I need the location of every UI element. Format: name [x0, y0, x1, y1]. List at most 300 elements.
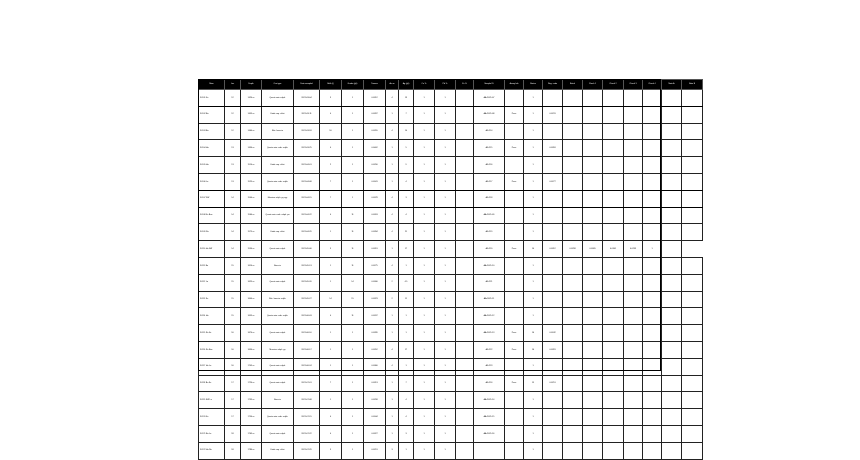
- table-cell[interactable]: [624, 341, 643, 358]
- table-cell[interactable]: 2021-03-25: [294, 140, 320, 157]
- table-cell[interactable]: 3: [320, 241, 342, 258]
- table-cell[interactable]: 2021-06-17: [294, 341, 320, 358]
- table-cell[interactable]: 0.0301: [603, 241, 624, 258]
- table-cell[interactable]: R-120 Kx: [199, 409, 225, 426]
- table-row[interactable]: [199, 341, 703, 358]
- table-cell[interactable]: 2021-05-27: [294, 291, 320, 308]
- table-cell[interactable]: 0.0251: [543, 375, 563, 392]
- table-cell[interactable]: [563, 409, 583, 426]
- table-cell[interactable]: [662, 140, 682, 157]
- table-cell[interactable]: 0.0323: [364, 291, 386, 308]
- table-cell[interactable]: [583, 140, 603, 157]
- table-cell[interactable]: 1: [524, 274, 543, 291]
- table-cell[interactable]: AS-220: [474, 241, 505, 258]
- table-cell[interactable]: [682, 425, 703, 442]
- table-cell[interactable]: [643, 409, 662, 426]
- table-cell[interactable]: 1: [435, 325, 456, 342]
- table-cell[interactable]: 1: [435, 90, 456, 107]
- table-cell[interactable]: [456, 358, 474, 375]
- table-cell[interactable]: Quartz vein carb. sulph. po: [262, 207, 294, 224]
- table-cell[interactable]: [643, 173, 662, 190]
- column-header[interactable]: Note B: [682, 80, 703, 90]
- table-cell[interactable]: 1: [414, 106, 435, 123]
- table-cell[interactable]: [643, 106, 662, 123]
- table-cell[interactable]: 18: [225, 442, 241, 459]
- table-cell[interactable]: 1: [342, 90, 364, 107]
- table-cell[interactable]: Quartz vein sulph.: [262, 358, 294, 375]
- table-cell[interactable]: R-115 Ra Kx: [199, 325, 225, 342]
- table-cell[interactable]: [682, 224, 703, 241]
- table-cell[interactable]: 1: [399, 358, 414, 375]
- table-cell[interactable]: 0: [320, 106, 342, 123]
- table-cell[interactable]: Silic. breccia: [262, 123, 294, 140]
- table-cell[interactable]: 1655 m: [241, 308, 262, 325]
- table-cell[interactable]: 0.0296: [364, 157, 386, 174]
- table-cell[interactable]: 2: [386, 291, 399, 308]
- table-cell[interactable]: [624, 358, 643, 375]
- table-cell[interactable]: 1: [342, 106, 364, 123]
- table-cell[interactable]: 1: [414, 375, 435, 392]
- table-cell[interactable]: [662, 325, 682, 342]
- column-header[interactable]: Pb %: [435, 80, 456, 90]
- table-cell[interactable]: 0.0391: [364, 241, 386, 258]
- table-cell[interactable]: 0.0366: [364, 358, 386, 375]
- table-cell[interactable]: [643, 358, 662, 375]
- column-header[interactable]: Date sampled: [294, 80, 320, 90]
- table-cell[interactable]: 1: [414, 392, 435, 409]
- table-cell[interactable]: [543, 123, 563, 140]
- table-cell[interactable]: 4: [320, 425, 342, 442]
- table-row[interactable]: [199, 425, 703, 442]
- table-cell[interactable]: [662, 375, 682, 392]
- table-cell[interactable]: [583, 375, 603, 392]
- table-cell[interactable]: R-103 Ba: [199, 123, 225, 140]
- table-cell[interactable]: [505, 274, 524, 291]
- table-cell[interactable]: AA-2021-07: [474, 90, 505, 107]
- table-cell[interactable]: 0.0263: [364, 207, 386, 224]
- table-cell[interactable]: [624, 157, 643, 174]
- table-cell[interactable]: 3: [386, 442, 399, 459]
- table-cell[interactable]: 11: [342, 257, 364, 274]
- table-cell[interactable]: 0.0242: [543, 325, 563, 342]
- table-cell[interactable]: 3: [399, 190, 414, 207]
- table-cell[interactable]: 1: [524, 409, 543, 426]
- table-cell[interactable]: 1: [414, 207, 435, 224]
- table-cell[interactable]: [505, 157, 524, 174]
- table-cell[interactable]: 1: [414, 308, 435, 325]
- table-cell[interactable]: AS-223: [474, 358, 505, 375]
- table-cell[interactable]: [603, 392, 624, 409]
- table-cell[interactable]: Pass: [505, 341, 524, 358]
- table-cell[interactable]: 1: [414, 190, 435, 207]
- table-cell[interactable]: [543, 409, 563, 426]
- table-cell[interactable]: 1: [342, 442, 364, 459]
- table-cell[interactable]: 2021-07-15: [294, 409, 320, 426]
- table-cell[interactable]: 15: [342, 291, 364, 308]
- column-header[interactable]: Reg. code: [543, 80, 563, 90]
- table-cell[interactable]: [643, 425, 662, 442]
- table-cell[interactable]: Silic. breccia sulph.: [262, 291, 294, 308]
- table-cell[interactable]: 1: [414, 409, 435, 426]
- table-cell[interactable]: 1: [414, 173, 435, 190]
- table-cell[interactable]: [563, 90, 583, 107]
- table-cell[interactable]: [682, 409, 703, 426]
- table-cell[interactable]: 2021-06-24: [294, 358, 320, 375]
- table-cell[interactable]: [682, 341, 703, 358]
- table-cell[interactable]: 16: [320, 123, 342, 140]
- table-cell[interactable]: R-122 Ha Ra: [199, 442, 225, 459]
- table-cell[interactable]: [662, 358, 682, 375]
- table-cell[interactable]: 1: [386, 325, 399, 342]
- table-cell[interactable]: 1: [386, 140, 399, 157]
- table-cell[interactable]: 1: [435, 173, 456, 190]
- table-cell[interactable]: 2021-04-29: [294, 224, 320, 241]
- table-cell[interactable]: [682, 173, 703, 190]
- table-cell[interactable]: [682, 140, 703, 157]
- table-cell[interactable]: [624, 325, 643, 342]
- table-cell[interactable]: 1: [399, 257, 414, 274]
- table-cell[interactable]: 1: [386, 308, 399, 325]
- table-cell[interactable]: [563, 224, 583, 241]
- table-cell[interactable]: 0.0231: [543, 106, 563, 123]
- table-cell[interactable]: 2021-05-06: [294, 241, 320, 258]
- table-cell[interactable]: 0.0341: [364, 173, 386, 190]
- table-cell[interactable]: [543, 358, 563, 375]
- table-cell[interactable]: 1: [414, 257, 435, 274]
- table-cell[interactable]: [563, 341, 583, 358]
- table-cell[interactable]: 1: [320, 358, 342, 375]
- table-cell[interactable]: 18: [225, 425, 241, 442]
- table-cell[interactable]: 0.0298: [563, 241, 583, 258]
- column-header[interactable]: Au oz: [386, 80, 399, 90]
- table-cell[interactable]: 2021-03-04: [294, 90, 320, 107]
- table-cell[interactable]: 2021-07-08: [294, 392, 320, 409]
- table-cell[interactable]: [662, 106, 682, 123]
- table-cell[interactable]: 1: [386, 106, 399, 123]
- table-cell[interactable]: [624, 274, 643, 291]
- table-cell[interactable]: [505, 90, 524, 107]
- table-cell[interactable]: 1: [435, 106, 456, 123]
- table-cell[interactable]: [662, 241, 682, 258]
- table-cell[interactable]: [543, 257, 563, 274]
- table-cell[interactable]: 14: [225, 241, 241, 258]
- table-cell[interactable]: [563, 291, 583, 308]
- table-cell[interactable]: [583, 325, 603, 342]
- table-cell[interactable]: 1: [414, 90, 435, 107]
- table-cell[interactable]: [563, 425, 583, 442]
- table-cell[interactable]: 1: [386, 409, 399, 426]
- table-cell[interactable]: [583, 106, 603, 123]
- table-cell[interactable]: [603, 358, 624, 375]
- table-cell[interactable]: [603, 90, 624, 107]
- table-cell[interactable]: [682, 123, 703, 140]
- table-cell[interactable]: 0.0318: [543, 140, 563, 157]
- table-cell[interactable]: 1: [435, 274, 456, 291]
- table-cell[interactable]: [662, 392, 682, 409]
- column-header[interactable]: Grade (g/t): [342, 80, 364, 90]
- table-cell[interactable]: [603, 274, 624, 291]
- table-cell[interactable]: 7: [399, 375, 414, 392]
- table-cell[interactable]: 0.0402: [364, 140, 386, 157]
- table-cell[interactable]: 1: [524, 442, 543, 459]
- table-cell[interactable]: 1: [524, 140, 543, 157]
- table-cell[interactable]: [662, 123, 682, 140]
- table-cell[interactable]: 1: [414, 291, 435, 308]
- table-cell[interactable]: AA-2021-12: [474, 308, 505, 325]
- table-cell[interactable]: [583, 257, 603, 274]
- table-cell[interactable]: [456, 325, 474, 342]
- table-cell[interactable]: [624, 442, 643, 459]
- table-cell[interactable]: [456, 173, 474, 190]
- table-cell[interactable]: AA-2021-16: [474, 425, 505, 442]
- table-cell[interactable]: [583, 442, 603, 459]
- table-cell[interactable]: 1625 m: [241, 274, 262, 291]
- table-cell[interactable]: 1: [342, 325, 364, 342]
- table-cell[interactable]: 1: [435, 241, 456, 258]
- table-cell[interactable]: 17: [225, 375, 241, 392]
- column-header[interactable]: Tonnes: [364, 80, 386, 90]
- table-cell[interactable]: R-101 Kx: [199, 90, 225, 107]
- table-row[interactable]: [199, 90, 703, 107]
- table-cell[interactable]: 9: [399, 157, 414, 174]
- table-cell[interactable]: 1: [435, 224, 456, 241]
- table-cell[interactable]: 1: [524, 173, 543, 190]
- table-cell[interactable]: 1: [435, 157, 456, 174]
- table-cell[interactable]: [563, 358, 583, 375]
- table-cell[interactable]: [662, 442, 682, 459]
- table-cell[interactable]: [583, 274, 603, 291]
- table-cell[interactable]: [662, 341, 682, 358]
- table-cell[interactable]: 1: [435, 409, 456, 426]
- table-cell[interactable]: 1: [342, 190, 364, 207]
- column-header[interactable]: Cu %: [414, 80, 435, 90]
- table-cell[interactable]: 1: [342, 173, 364, 190]
- column-header[interactable]: Status: [524, 80, 543, 90]
- table-cell[interactable]: Oxide cap. siltst.: [262, 106, 294, 123]
- table-cell[interactable]: 4: [399, 409, 414, 426]
- table-cell[interactable]: [662, 173, 682, 190]
- table-cell[interactable]: [456, 409, 474, 426]
- table-cell[interactable]: [624, 425, 643, 442]
- table-cell[interactable]: 1: [342, 157, 364, 174]
- table-cell[interactable]: 1: [399, 442, 414, 459]
- table-cell[interactable]: Quartz vein carb. sulph.: [262, 140, 294, 157]
- table-cell[interactable]: [563, 274, 583, 291]
- table-cell[interactable]: 1: [414, 325, 435, 342]
- table-cell[interactable]: 2021-05-20: [294, 274, 320, 291]
- table-cell[interactable]: [603, 106, 624, 123]
- table-cell[interactable]: AA-2021-14: [474, 392, 505, 409]
- table-cell[interactable]: 1: [435, 291, 456, 308]
- table-cell[interactable]: [682, 325, 703, 342]
- table-cell[interactable]: [624, 106, 643, 123]
- table-cell[interactable]: 11: [342, 207, 364, 224]
- table-cell[interactable]: 15: [225, 274, 241, 291]
- table-cell[interactable]: 7: [320, 173, 342, 190]
- table-cell[interactable]: 11: [342, 224, 364, 241]
- table-cell[interactable]: [624, 308, 643, 325]
- table-row[interactable]: [199, 274, 703, 291]
- table-cell[interactable]: 1575 m: [241, 224, 262, 241]
- table-cell[interactable]: [643, 442, 662, 459]
- column-header[interactable]: Check 3: [624, 80, 643, 90]
- table-cell[interactable]: [662, 409, 682, 426]
- table-cell[interactable]: 1: [414, 274, 435, 291]
- table-cell[interactable]: [643, 224, 662, 241]
- table-cell[interactable]: AS-224: [474, 375, 505, 392]
- table-cell[interactable]: [456, 224, 474, 241]
- table-cell[interactable]: R-111 Ba: [199, 257, 225, 274]
- table-row[interactable]: [199, 257, 703, 274]
- table-cell[interactable]: Pass: [505, 325, 524, 342]
- table-cell[interactable]: [456, 140, 474, 157]
- table-cell[interactable]: [643, 190, 662, 207]
- table-cell[interactable]: 0.0289: [364, 325, 386, 342]
- table-cell[interactable]: 4: [320, 308, 342, 325]
- table-cell[interactable]: 16: [225, 325, 241, 342]
- table-cell[interactable]: 2021-04-01: [294, 157, 320, 174]
- table-cell[interactable]: [456, 291, 474, 308]
- table-cell[interactable]: [643, 257, 662, 274]
- table-cell[interactable]: 1: [643, 241, 662, 258]
- table-cell[interactable]: 1670 m: [241, 325, 262, 342]
- table-cell[interactable]: 7: [320, 375, 342, 392]
- table-cell[interactable]: 1: [320, 325, 342, 342]
- table-cell[interactable]: 13: [225, 173, 241, 190]
- table-cell[interactable]: [624, 190, 643, 207]
- table-cell[interactable]: [543, 90, 563, 107]
- table-cell[interactable]: Oxide cap. siltst.: [262, 157, 294, 174]
- table-cell[interactable]: 1: [435, 341, 456, 358]
- table-cell[interactable]: 11: [342, 308, 364, 325]
- table-cell[interactable]: [543, 157, 563, 174]
- table-cell[interactable]: 2021-07-22: [294, 425, 320, 442]
- table-cell[interactable]: [624, 257, 643, 274]
- table-row[interactable]: [199, 375, 703, 392]
- table-cell[interactable]: AS-218: [474, 190, 505, 207]
- table-cell[interactable]: 1: [414, 140, 435, 157]
- table-cell[interactable]: 1: [435, 392, 456, 409]
- table-cell[interactable]: 21: [399, 224, 414, 241]
- table-cell[interactable]: 1: [342, 140, 364, 157]
- table-cell[interactable]: [662, 224, 682, 241]
- table-cell[interactable]: 1: [524, 425, 543, 442]
- table-cell[interactable]: 1: [414, 425, 435, 442]
- table-cell[interactable]: 16: [225, 341, 241, 358]
- table-cell[interactable]: 1: [435, 375, 456, 392]
- table-cell[interactable]: 1: [524, 123, 543, 140]
- table-row[interactable]: [199, 358, 703, 375]
- table-cell[interactable]: 1: [524, 224, 543, 241]
- table-cell[interactable]: [543, 224, 563, 241]
- table-cell[interactable]: [682, 190, 703, 207]
- table-cell[interactable]: 2021-03-11: [294, 106, 320, 123]
- table-row[interactable]: [199, 106, 703, 123]
- table-cell[interactable]: [603, 325, 624, 342]
- table-cell[interactable]: 13: [225, 140, 241, 157]
- table-cell[interactable]: AS-215: [474, 140, 505, 157]
- table-cell[interactable]: [583, 207, 603, 224]
- table-cell[interactable]: 1610 m: [241, 257, 262, 274]
- table-cell[interactable]: 7: [399, 106, 414, 123]
- table-cell[interactable]: [643, 90, 662, 107]
- table-cell[interactable]: Pass: [505, 140, 524, 157]
- table-cell[interactable]: 4.5: [399, 274, 414, 291]
- table-cell[interactable]: AS-217: [474, 173, 505, 190]
- table-cell[interactable]: R-104 Ha: [199, 140, 225, 157]
- table-cell[interactable]: 1: [524, 358, 543, 375]
- table-row[interactable]: [199, 123, 703, 140]
- table-cell[interactable]: 2021-05-13: [294, 257, 320, 274]
- table-cell[interactable]: 1: [342, 425, 364, 442]
- table-cell[interactable]: 0.0277: [543, 173, 563, 190]
- table-cell[interactable]: [682, 257, 703, 274]
- table-cell[interactable]: 2: [386, 274, 399, 291]
- table-cell[interactable]: [456, 241, 474, 258]
- table-cell[interactable]: AS-214: [474, 123, 505, 140]
- table-cell[interactable]: [662, 274, 682, 291]
- table-cell[interactable]: [505, 358, 524, 375]
- table-cell[interactable]: 1: [435, 442, 456, 459]
- table-cell[interactable]: 15: [524, 375, 543, 392]
- column-header[interactable]: Mine: [199, 80, 225, 90]
- table-cell[interactable]: [583, 341, 603, 358]
- table-cell[interactable]: 17: [225, 409, 241, 426]
- table-cell[interactable]: 16: [225, 358, 241, 375]
- table-cell[interactable]: [624, 123, 643, 140]
- table-cell[interactable]: 1: [342, 123, 364, 140]
- table-cell[interactable]: 0: [320, 207, 342, 224]
- table-cell[interactable]: 2021-06-03: [294, 308, 320, 325]
- table-cell[interactable]: [603, 375, 624, 392]
- table-cell[interactable]: 1: [524, 392, 543, 409]
- table-cell[interactable]: 1: [399, 325, 414, 342]
- table-cell[interactable]: 4: [386, 257, 399, 274]
- table-cell[interactable]: 1: [524, 190, 543, 207]
- table-cell[interactable]: [563, 257, 583, 274]
- table-cell[interactable]: 0.0291: [364, 442, 386, 459]
- table-cell[interactable]: 10: [399, 123, 414, 140]
- table-cell[interactable]: [624, 409, 643, 426]
- table-cell[interactable]: [682, 291, 703, 308]
- table-cell[interactable]: [563, 157, 583, 174]
- table-cell[interactable]: [643, 123, 662, 140]
- table-cell[interactable]: [603, 291, 624, 308]
- table-cell[interactable]: [543, 291, 563, 308]
- table-cell[interactable]: 12: [225, 123, 241, 140]
- table-cell[interactable]: [662, 308, 682, 325]
- table-cell[interactable]: R-109 Ra: [199, 224, 225, 241]
- table-cell[interactable]: [682, 375, 703, 392]
- table-cell[interactable]: 15: [225, 308, 241, 325]
- table-cell[interactable]: [456, 123, 474, 140]
- table-cell[interactable]: 1: [342, 341, 364, 358]
- table-cell[interactable]: [563, 392, 583, 409]
- table-cell[interactable]: Pass: [505, 106, 524, 123]
- table-cell[interactable]: 4: [386, 358, 399, 375]
- table-cell[interactable]: 0.0299: [624, 241, 643, 258]
- table-cell[interactable]: 13: [399, 90, 414, 107]
- table-cell[interactable]: R-119 SW Lo: [199, 392, 225, 409]
- table-cell[interactable]: 7: [320, 190, 342, 207]
- table-cell[interactable]: [543, 190, 563, 207]
- table-cell[interactable]: [583, 123, 603, 140]
- table-cell[interactable]: [682, 207, 703, 224]
- table-cell[interactable]: 2021-04-15: [294, 190, 320, 207]
- table-cell[interactable]: R-106 Lo: [199, 173, 225, 190]
- table-cell[interactable]: [563, 325, 583, 342]
- table-cell[interactable]: 0.0275: [364, 257, 386, 274]
